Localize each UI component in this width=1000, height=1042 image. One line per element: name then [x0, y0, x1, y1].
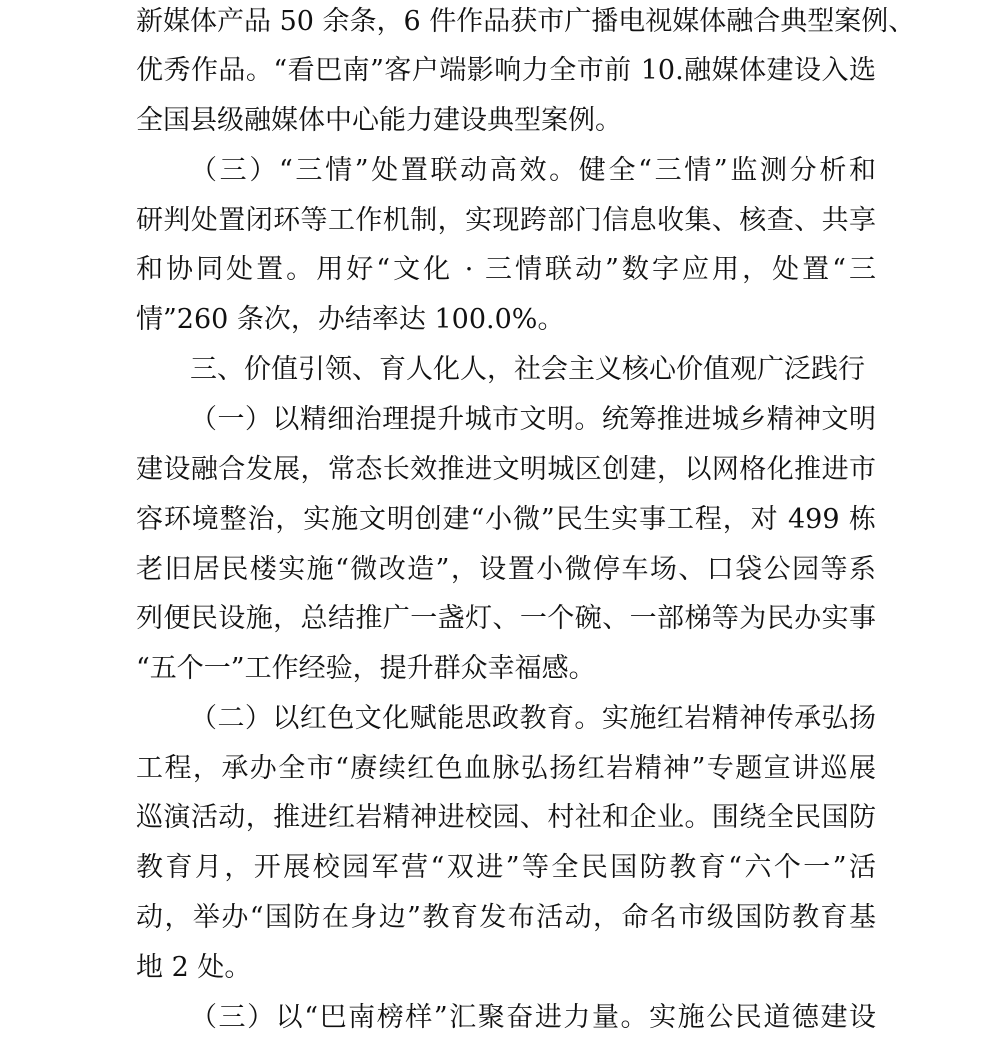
text-line: 新媒体产品 50 余条，6 件作品获市广播电视媒体融合典型案例、 — [136, 6, 916, 37]
paragraph-start-line: （三）“三情”处置联动高效。健全“三情”监测分析和 — [190, 155, 876, 186]
text-line: 地 2 处。 — [136, 952, 252, 983]
text-line: 和协同处置。用好“文化 · 三情联动”数字应用，处置“三 — [136, 254, 876, 285]
text-line: 老旧居民楼实施“微改造”，设置小微停车场、口袋公园等系 — [136, 554, 876, 585]
text-line: 情”260 条次，办结率达 100.0%。 — [136, 304, 565, 335]
paragraph-start-line: （二）以红色文化赋能思政教育。实施红岩精神传承弘扬 — [190, 703, 876, 734]
section-heading: 三、价值引领、育人化人，社会主义核心价值观广泛践行 — [190, 354, 865, 385]
text-line: 动，举办“国防在身边”教育发布活动，命名市级国防教育基 — [136, 902, 876, 933]
text-line: 优秀作品。“看巴南”客户端影响力全市前 10.融媒体建设入选 — [136, 55, 876, 86]
text-line: 建设融合发展，常态长效推进文明城区创建，以网格化推进市 — [136, 454, 876, 485]
paragraph-start-line: （一）以精细治理提升城市文明。统筹推进城乡精神文明 — [190, 404, 876, 435]
text-line: “五个一”工作经验，提升群众幸福感。 — [136, 653, 596, 684]
text-line: 工程，承办全市“赓续红色血脉弘扬红岩精神”专题宣讲巡展 — [136, 753, 876, 784]
text-line: 列便民设施，总结推广一盏灯、一个碗、一部梯等为民办实事 — [136, 603, 876, 634]
text-line: 容环境整治，实施文明创建“小微”民生实事工程，对 499 栋 — [136, 504, 876, 535]
text-line: 研判处置闭环等工作机制，实现跨部门信息收集、核查、共享 — [136, 205, 876, 236]
paragraph-start-line: （三）以“巴南榜样”汇聚奋进力量。实施公民道德建设 — [190, 1002, 876, 1033]
text-line: 教育月，开展校园军营“双进”等全民国防教育“六个一”活 — [136, 852, 876, 883]
text-line: 全国县级融媒体中心能力建设典型案例。 — [136, 105, 622, 136]
text-line: 巡演活动，推进红岩精神进校园、村社和企业。围绕全民国防 — [136, 802, 876, 833]
